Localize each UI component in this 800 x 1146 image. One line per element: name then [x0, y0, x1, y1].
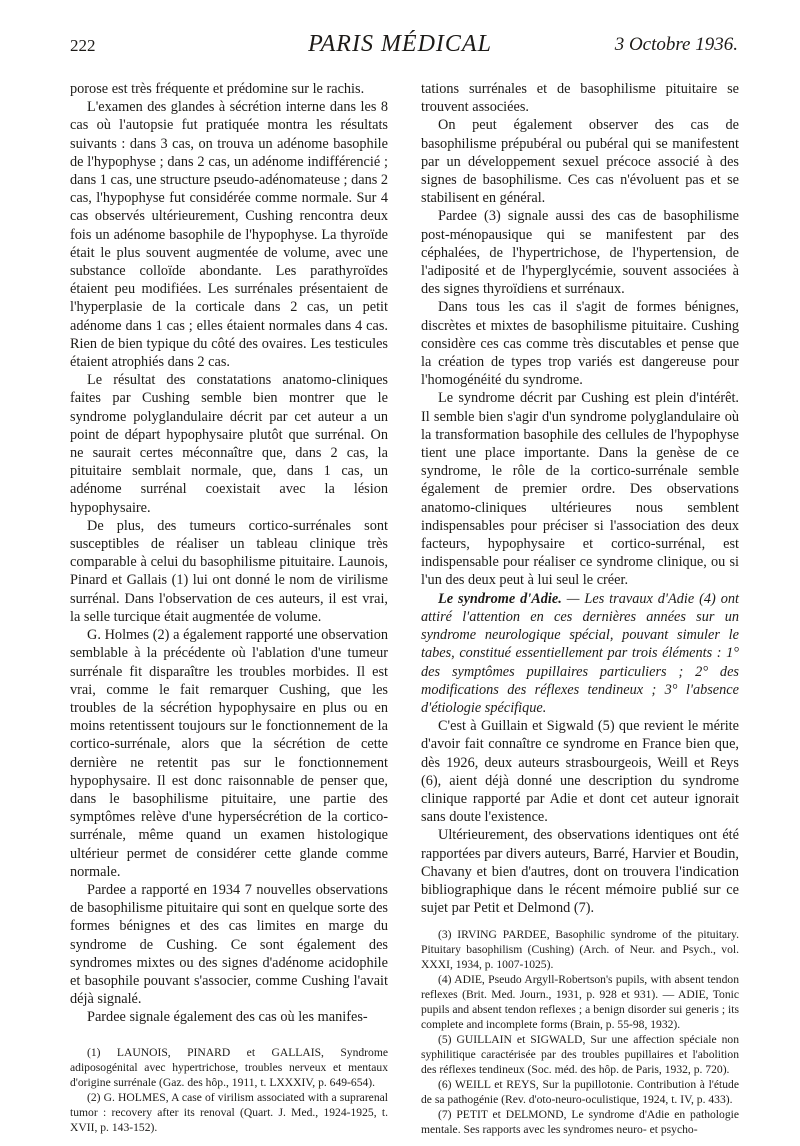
- footnote: (5) GUILLAIN et SIGWALD, Sur une affection spéciale non syphilitique caractérisée par des troubles pupillaires et l'abolition des réflexes tendineux (Soc. méd. des hôp. de Paris, 1932, p. 720).: [421, 1033, 739, 1077]
- paragraph: G. Holmes (2) a également rapporté une observation semblable à la précédente où l'ablation d'une tumeur surrénale fit disparaître les troubles morbides. Il est vrai, comme le fait remarquer Cushing, que les troubles de la sécrétion hypophysaire en plus ou en moins retentissent toujours sur le fonctionnement de la cortico-surrénale, alors que la sécrétion de cette dernière ne retentit pas sur le fonctionnement hypophysaire. Il est donc raisonnable de penser que, dans le basophilisme pituitaire, une partie des symptômes relève d'une hypersécrétion de la cortico-surrénale, même quand un examen histologique ultérieur permet de considérer cette glande comme normale.: [70, 627, 388, 880]
- footnote: (6) WEILL et REYS, Sur la pupillotonie. Contribution à l'étude de sa pathogénie (Rev. d'oto-neuro-oculistique, 1924, t. IV, p. 433).: [421, 1078, 739, 1107]
- section-intro: — Les travaux d'Adie (4) ont attiré l'attention en ces dernières années sur un syndrome neurologique spécial, pouvant simuler le tabes, constitué essentiellement par trois éléments : 1° des symptômes pupillaires particuliers ; 2° des modifications des réflexes tendineux ; 3° l'absence d'étiologie spécifique.: [421, 590, 739, 716]
- footnote: (2) G. HOLMES, A case of virilism associated with a suprarenal tumor : recovery after its renoval (Quart. J. Med., 1924-1925, t. XVII, p. 143-152).: [70, 1090, 388, 1134]
- paragraph: Pardee signale également des cas où les manifes-: [87, 1009, 368, 1026]
- paragraph: Le syndrome décrit par Cushing est plein d'intérêt. Il semble bien s'agir d'un syndrome polyglandulaire où la transformation basophile des cellules de l'hypophyse tient une place importante. Dans la genèse de ce syndrome, le rôle de la cortico-surrénale semble également de premier ordre. Des observations anatomo-cliniques ultérieures nous semblent indispensables pour préciser si l'association des deux facteurs, hypophysaire et cortico-surrénal, est indispensable pour réaliser ce syndrome clinique, ou si l'un des deux peut à lui seul le créer.: [421, 390, 739, 589]
- right-column: [421, 80, 739, 1137]
- footnote-separator: [70, 1027, 388, 1045]
- section-paragraph: [421, 590, 739, 717]
- left-column: [70, 80, 388, 1135]
- paragraph: porose est très fréquente et prédomine sur le rachis.: [70, 81, 365, 97]
- footnote: (1) LAUNOIS, PINARD et GALLAIS, Syndrome adiposogénital avec hypertrichose, troubles nerveux et mentaux d'origine surrénale (Gaz. des hôp., 1911, t. LXXXIV, p. 649-654).: [70, 1045, 388, 1089]
- paragraph: Pardee (3) signale aussi des cas de basophilisme post-ménopausique qui se manifestent par des céphalées, de l'hypertrichose, de l'hypertension, de l'adiposité et de l'hyperglycémie, souvent associées à des signes thyroïdiens et surrénaux.: [421, 208, 739, 298]
- issue-date: 3 Octobre 1936.: [614, 34, 738, 55]
- paragraph: Ultérieurement, des observations identiques ont été rapportées par divers auteurs, Barré, Harvier et Boudin, Chavany et bien d'autres, dont on trouvera l'indication bibliographique dans le récent mémoire publié sur ce sujet par Petit et Delmond (7).: [421, 827, 739, 917]
- paragraph: L'examen des glandes à sécrétion interne dans les 8 cas où l'autopsie fut pratiquée montra les résultats suivants : dans 3 cas, on trouva un adénome basophile de l'hypophyse ; dans 2 cas, un adénome indifférencié ; dans 1 cas, une structure pseudo-adénomateuse ; dans 2 cas, l'hypophyse fut considérée comme normale. Sur 4 cas observés ultérieurement, Cushing rencontra deux fois un adénome basophile de l'hypophyse. La thyroïde était le plus souvent augmentée de volume, avec une substance colloïde abondante. Les parathyroïdes étaient peu modifiées. Les surrénales présentaient de l'hyperplasie de la corticale dans 2 cas, un petit adénome dans 1 cas ; elles étaient normales dans 4 cas. Rien de bien typique du côté des ovaires. Les testicules étaient atrophiés dans 2 cas.: [70, 99, 389, 371]
- footnote: (7) PETIT et DELMOND, Le syndrome d'Adie en pathologie mentale. Ses rapports avec les syndromes neuro- et psycho-: [421, 1108, 739, 1137]
- running-title: PARIS MÉDICAL: [308, 31, 492, 57]
- paragraph: C'est à Guillain et Sigwald (5) que revient le mérite d'avoir fait connaître ce syndrome en France bien que, dès 1926, deux auteurs strasbourgeois, Weill et Reys (6), aient déjà donné une description du syndrome clinique rapporté par Adie et dont cet auteur ignorait sans doute l'existence.: [421, 718, 739, 826]
- paragraph: De plus, des tumeurs cortico-surrénales sont susceptibles de réaliser un tableau clinique très comparable à celui du basophilisme pituitaire. Launois, Pinard et Gallais (1) lui ont donné le nom de virilisme surrénal. Dans l'observation de ces auteurs, il est vrai, la selle turcique était augmentée de volume.: [70, 517, 388, 625]
- paragraph: Dans tous les cas il s'agit de formes bénignes, discrètes et mixtes de basophilisme pituitaire. Cushing considère ces cas comme très discutables et pense que la création de types trop variés est dangereuse pour l'homogénéité du syndrome.: [421, 299, 739, 389]
- paragraph: tations surrénales et de basophilisme pituitaire se trouvent associées.: [421, 81, 739, 116]
- footnote: (3) IRVING PARDEE, Basophilic syndrome of the pituitary. Pituitary basophilism (Cushing) (Arch. of Neur. and Psych., vol. XXXI, 1934, p. 1007-1025).: [421, 928, 739, 972]
- paragraph: Pardee a rapporté en 1934 7 nouvelles observations de basophilisme pituitaire qui sont en quelque sorte des formes bénignes et des cas limites en marge du syndrome de Cushing. Ce sont également des syndromes mixtes ou des signes d'adénome acidophile et basophile pouvant s'associer, comme Cushing l'avait déjà signalé.: [70, 881, 388, 1008]
- paragraph: Le résultat des constatations anatomo-cliniques faites par Cushing semble bien montrer que le syndrome polyglandulaire décrit par cet auteur a un point de départ hypophysaire plutôt que surrénal. On ne saurait certes méconnaître que, dans 2 cas, la pituitaire semblait normale, que, dans 1 cas, un adénome surrénal coexistait avec la lésion hypophysaire.: [70, 372, 388, 516]
- footnote-separator: [421, 917, 739, 927]
- footnote: (4) ADIE, Pseudo Argyll-Robertson's pupils, with absent tendon reflexes (Brit. Med. Journ., 1931, p. 928 et 931). — ADIE, Tonic pupils and absent tendon reflexes ; a benign disorder sui generis ; its complete and incomplete forms (Brain, p. 55-98, 1932).: [421, 973, 739, 1032]
- page-number: 222: [70, 36, 96, 55]
- section-heading: Le syndrome d'Adie.: [438, 590, 562, 607]
- paragraph: On peut également observer des cas de basophilisme prépubéral ou pubéral qui se manifestent par un développement sexuel précoce associé à des signes de basophilisme. Ces cas n'évoluent pas et se stabilisent en général.: [421, 117, 739, 207]
